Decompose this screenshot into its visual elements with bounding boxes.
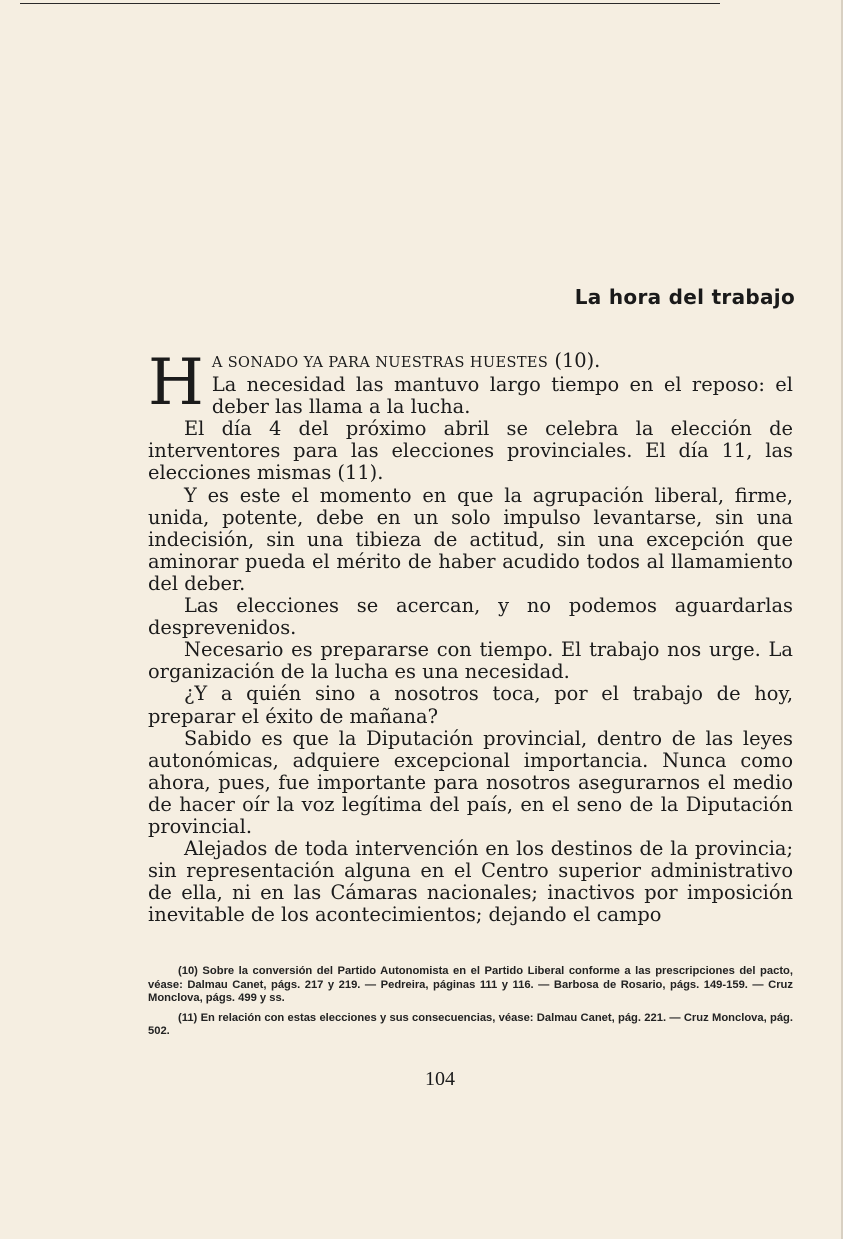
paragraph: Necesario es prepararse con tiempo. El trabajo nos urge. La organización de la lucha es una necesidad. bbox=[148, 638, 793, 684]
footnote-11: (11) En relación con estas elecciones y sus consecuencias, véase: Dalmau Canet, pág. 221. — Cruz Monclova, pág. 502. bbox=[148, 1011, 793, 1038]
opening-paragraph bbox=[148, 346, 793, 420]
body-text bbox=[148, 346, 793, 927]
paragraph: Alejados de toda intervención en los destinos de la provincia; sin representación alguna en el Centro superior administrativo de ella, ni en las Cámaras nacionales; inactivos por imposición inevitable de los acontecimientos; dejando el campo bbox=[148, 837, 793, 927]
chapter-title: La hora del trabajo bbox=[574, 285, 795, 309]
opening-continuation: La necesidad las mantuvo largo tiempo en el reposo: el deber las llama a la lucha. bbox=[211, 373, 793, 419]
opening-smallcaps: A SONADO YA PARA NUESTRAS HUESTES bbox=[211, 355, 549, 371]
paragraph: Y es este el momento en que la agrupación liberal, firme, unida, potente, debe en un solo impulso levantarse, sin una indecisión, sin una tibieza de actitud, sin una excepción que aminorar pueda el mérito de haber acudido todos al llamamiento del deber. bbox=[148, 483, 793, 595]
footnote-ref-10: (10). bbox=[548, 349, 601, 372]
top-rule bbox=[20, 3, 720, 4]
paragraph: El día 4 del próximo abril se celebra la elección de interventores para las elecciones provinciales. El día 11, las elecciones mismas (11). bbox=[148, 417, 793, 485]
footnotes bbox=[148, 965, 793, 1045]
paragraph: Sabido es que la Diputación provincial, dentro de las leyes autonómicas, adquiere excepcional importancia. Nunca como ahora, pues, fue importante para nosotros asegurarnos el medio de hacer oír la voz legítima del país, en el seno de la Diputación provincial. bbox=[148, 726, 793, 838]
paragraph: ¿Y a quién sino a nosotros toca, por el trabajo de hoy, preparar el éxito de mañana? bbox=[148, 682, 793, 728]
drop-cap: H bbox=[148, 346, 204, 420]
page-number: 104 bbox=[425, 1068, 455, 1090]
footnote-10: (10) Sobre la conversión del Partido Autonomista en el Partido Liberal conforme a las prescripciones del pacto, véase: Dalmau Canet, págs. 217 y 219. — Pedreira, páginas 111 y 116. — Barbosa de Rosario, págs. 149-159. — Cruz Monclova, págs. 499 y ss. bbox=[148, 965, 793, 1005]
paragraph: Las elecciones se acercan, y no podemos aguardarlas desprevenidos. bbox=[148, 594, 793, 640]
